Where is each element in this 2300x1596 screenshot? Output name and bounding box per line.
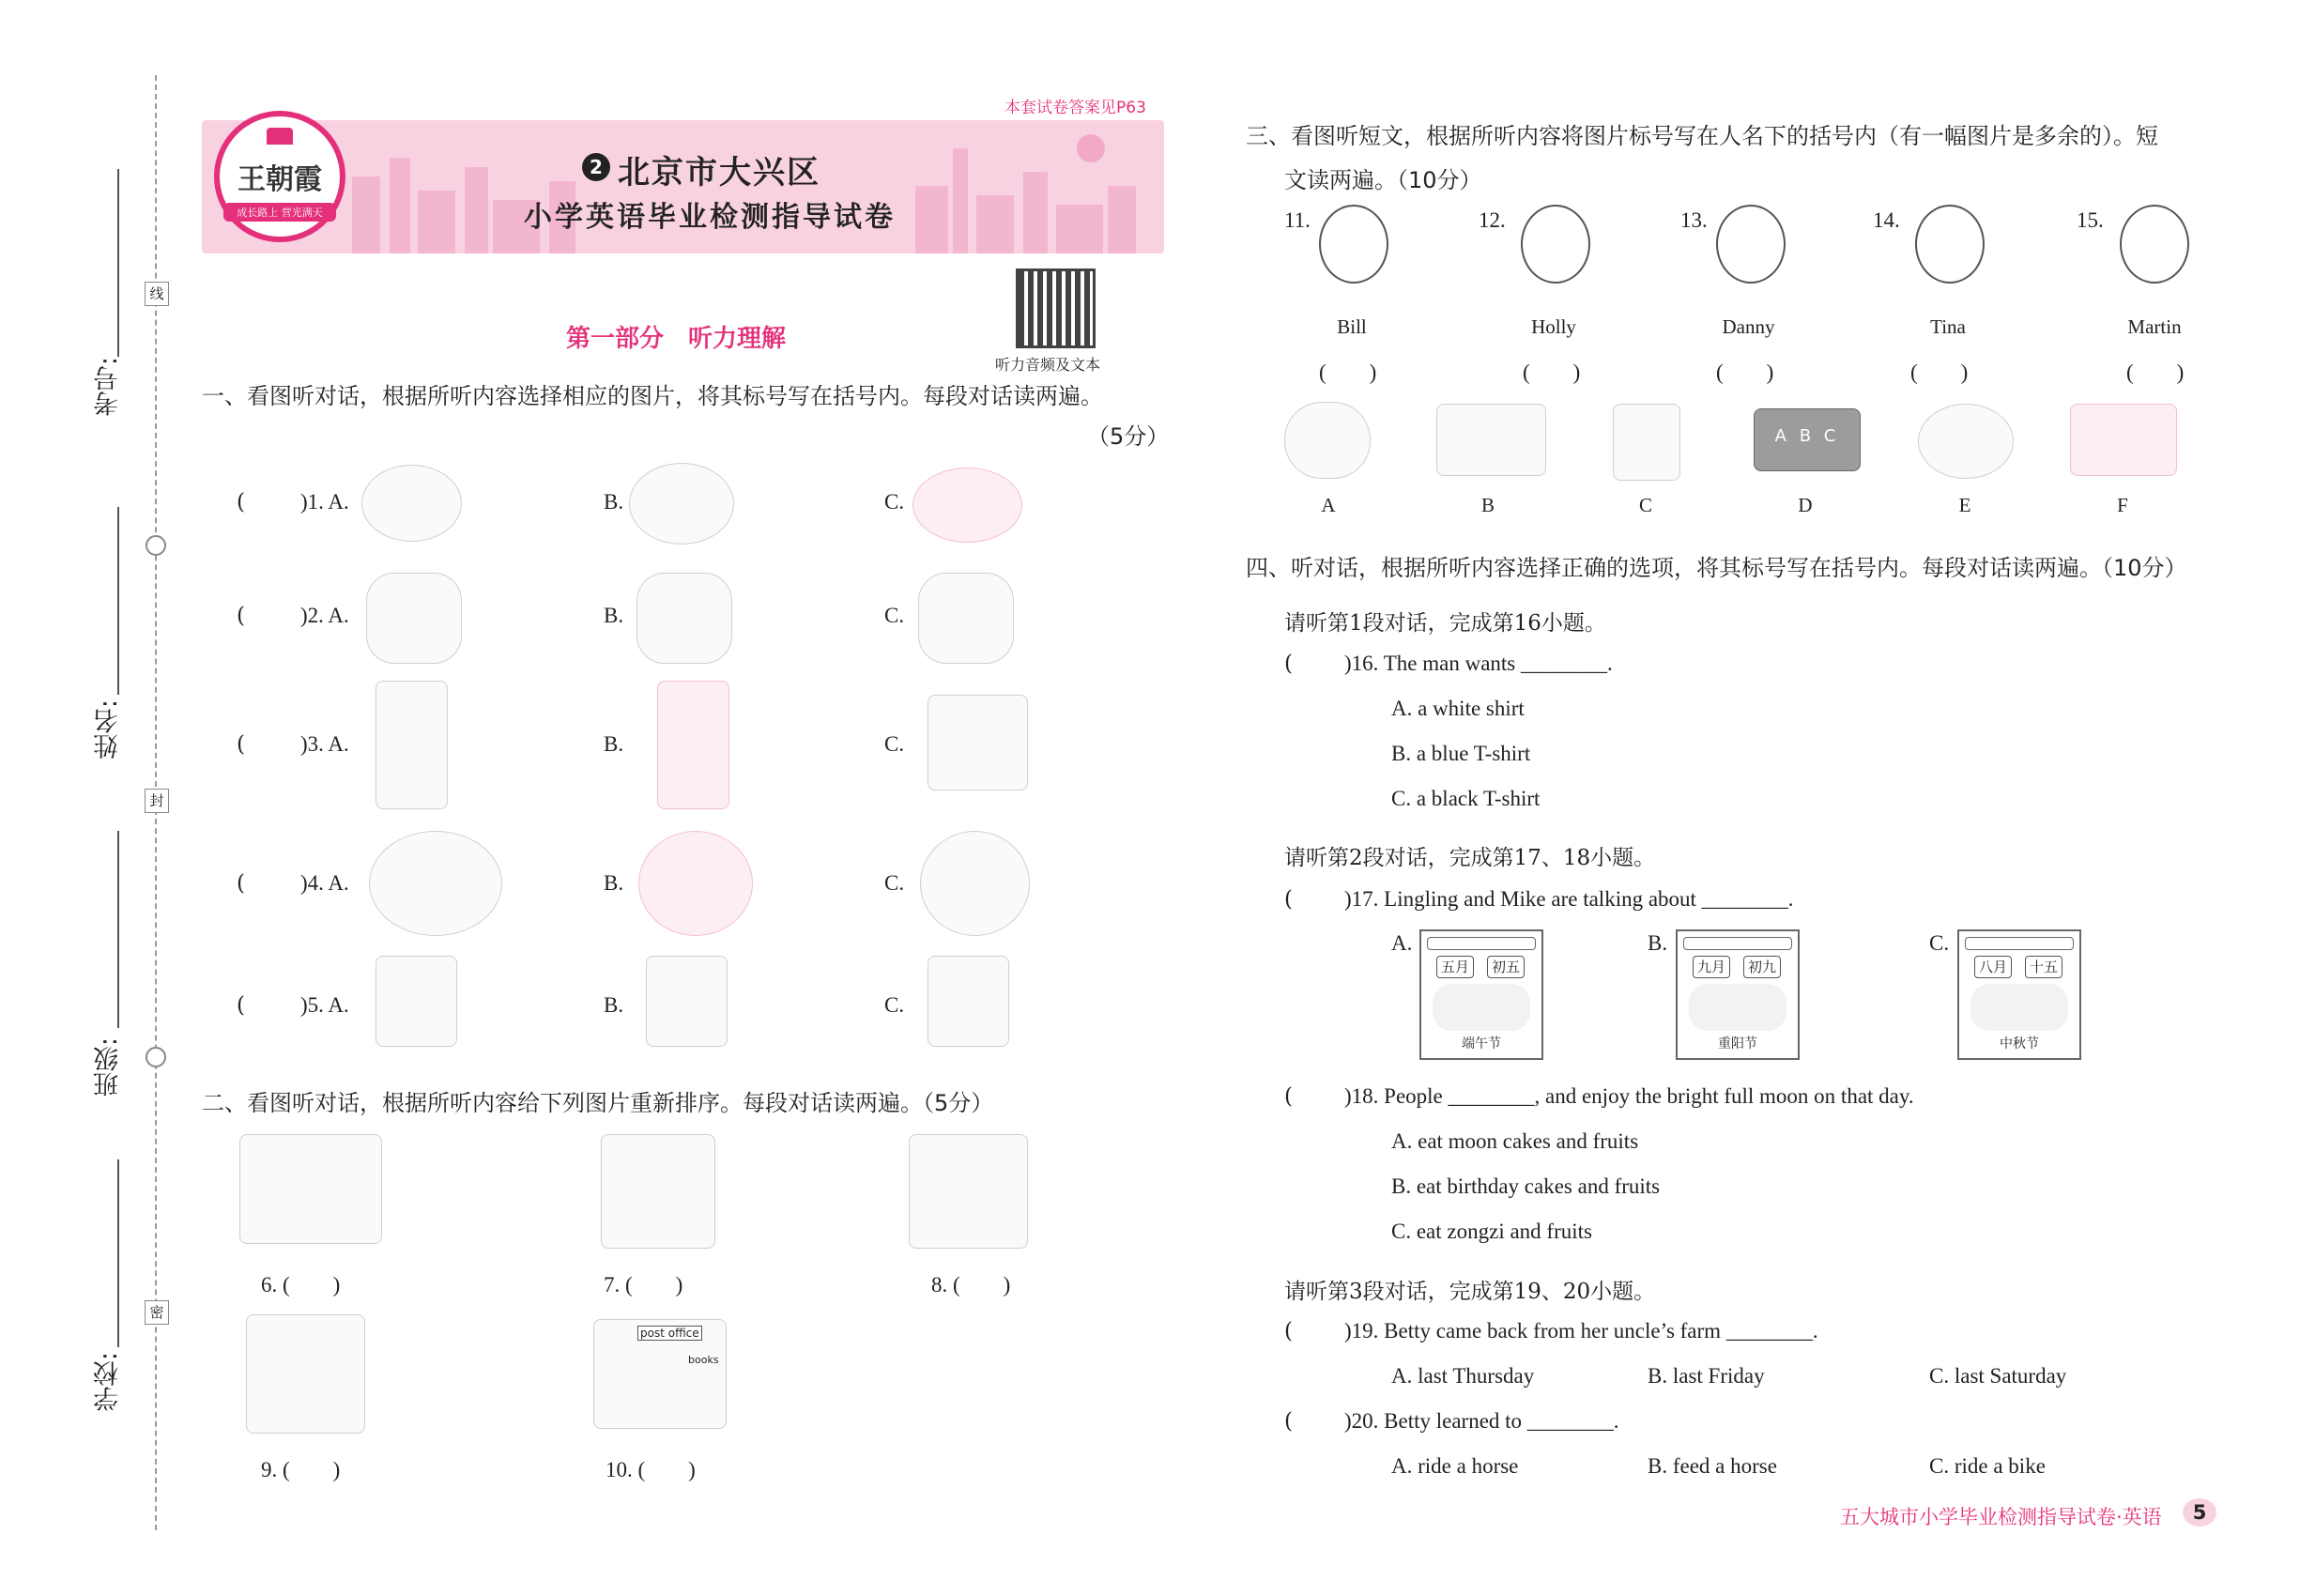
q20-option-c[interactable]: C. ride a bike bbox=[1929, 1454, 2046, 1478]
banji-label: 班级: bbox=[94, 1037, 123, 1097]
section3-instruction-line2: 文读两遍。（10分） bbox=[1284, 167, 1482, 193]
picture-label-d: D bbox=[1798, 494, 1813, 516]
q1-label-c: C. bbox=[884, 490, 905, 514]
q16-option-c[interactable]: C. a black T-shirt bbox=[1391, 787, 1541, 810]
q1-picture-b[interactable] bbox=[629, 463, 734, 545]
sun-icon bbox=[1077, 134, 1105, 162]
books-sign: books bbox=[688, 1354, 719, 1366]
test-number-badge: 2 bbox=[582, 153, 610, 181]
q19-paren[interactable]: ( bbox=[1284, 1319, 1293, 1343]
q9-answer[interactable]: 9. ( ) bbox=[261, 1458, 341, 1481]
bill-name: Bill bbox=[1337, 315, 1367, 338]
martin-face bbox=[2120, 205, 2189, 284]
q18-option-b[interactable]: B. eat birthday cakes and fruits bbox=[1391, 1174, 1661, 1198]
q3-picture-a[interactable] bbox=[376, 681, 448, 809]
holly-name: Holly bbox=[1531, 315, 1576, 338]
elderly-couple-icon bbox=[1689, 984, 1786, 1031]
calendar-dragon-boat[interactable] bbox=[1419, 929, 1543, 1060]
tina-name: Tina bbox=[1930, 315, 1966, 338]
q5-label-b: B. bbox=[604, 993, 624, 1017]
q4-label-c: C. bbox=[884, 871, 905, 895]
q3-label: )3. A. bbox=[300, 732, 349, 756]
q15-number: 15. bbox=[2077, 208, 2104, 232]
paper-subtitle: 小学英语毕业检测指导试卷 bbox=[524, 201, 896, 234]
q4-paren[interactable]: ( bbox=[237, 871, 245, 896]
q2-picture-c[interactable] bbox=[918, 573, 1014, 664]
binding-hole bbox=[146, 1047, 166, 1067]
binding-mark-feng: 封 bbox=[145, 789, 169, 813]
q5-picture-a[interactable] bbox=[376, 956, 457, 1047]
q19-option-c[interactable]: C. last Saturday bbox=[1929, 1364, 2067, 1388]
picture-b-book[interactable] bbox=[1436, 404, 1546, 476]
picture-label-e: E bbox=[1958, 494, 1971, 516]
q16-option-a[interactable]: A. a white shirt bbox=[1391, 697, 1525, 720]
district-title: 北京市大兴区 bbox=[618, 154, 820, 192]
q8-answer[interactable]: 8. ( ) bbox=[931, 1273, 1011, 1297]
q1-paren[interactable]: ( bbox=[237, 490, 245, 514]
section1-score: （5分） bbox=[1087, 423, 1170, 450]
q11-answer[interactable]: ( ) bbox=[1319, 361, 1377, 384]
picture-f-cake[interactable] bbox=[2070, 404, 2177, 476]
martin-name: Martin bbox=[2127, 315, 2182, 338]
q1-label: )1. A. bbox=[300, 490, 349, 514]
section4-instruction: 四、听对话，根据所听内容选择正确的选项，将其标号写在括号内。每段对话读两遍。（10分） bbox=[1246, 555, 2187, 581]
q3-picture-c[interactable] bbox=[928, 695, 1028, 790]
section3-instruction-line1: 三、看图听短文，根据所听内容将图片标号写在人名下的括号内（有一幅图片是多余的）。短 bbox=[1246, 123, 2158, 149]
xuexiao-label: 学校: bbox=[94, 1352, 123, 1412]
q5-label-c: C. bbox=[884, 993, 905, 1017]
q19-option-b[interactable]: B. last Friday bbox=[1648, 1364, 1765, 1388]
q19-text: )19. Betty came back from her uncle’s farm ________. bbox=[1344, 1319, 1818, 1343]
xingming-field-line[interactable] bbox=[117, 507, 119, 695]
q12-number: 12. bbox=[1479, 208, 1506, 232]
q17-text: )17. Lingling and Mike are talking about ________. bbox=[1344, 887, 1794, 911]
q18-option-c[interactable]: C. eat zongzi and fruits bbox=[1391, 1220, 1592, 1243]
q20-text: )20. Betty learned to ________. bbox=[1344, 1409, 1619, 1433]
holly-face bbox=[1521, 205, 1590, 284]
answer-note: 本套试卷答案见P63 bbox=[1004, 99, 1146, 117]
q20-option-a[interactable]: A. ride a horse bbox=[1391, 1454, 1519, 1478]
q7-picture[interactable] bbox=[601, 1134, 715, 1249]
q4-picture-a[interactable] bbox=[369, 831, 502, 936]
dialogue3-note: 请听第3段对话，完成第19、20小题。 bbox=[1284, 1280, 1656, 1304]
dragon-boat-icon bbox=[1433, 984, 1530, 1031]
picture-label-c: C bbox=[1638, 494, 1652, 516]
festival-name: 端午节 bbox=[1462, 1036, 1501, 1051]
q2-label-c: C. bbox=[884, 604, 905, 627]
calendar-double-ninth[interactable] bbox=[1676, 929, 1800, 1060]
page-number: 5 bbox=[2183, 1498, 2216, 1527]
blackboard-text: A B C bbox=[1774, 426, 1840, 446]
q2-picture-b[interactable] bbox=[636, 573, 732, 664]
q5-picture-b[interactable] bbox=[646, 956, 728, 1047]
q18-paren[interactable]: ( bbox=[1284, 1084, 1293, 1109]
q12-answer[interactable]: ( ) bbox=[1523, 361, 1581, 384]
section1-instruction: 一、看图听对话，根据所听内容选择相应的图片，将其标号写在括号内。每段对话读两遍。 bbox=[202, 383, 1103, 409]
q8-picture[interactable] bbox=[909, 1134, 1028, 1249]
dialogue2-note: 请听第2段对话，完成第17、18小题。 bbox=[1284, 846, 1656, 870]
q14-number: 14. bbox=[1873, 208, 1900, 232]
q2-label: )2. A. bbox=[300, 604, 349, 627]
q10-answer[interactable]: 10. ( ) bbox=[606, 1458, 696, 1481]
dialogue1-note: 请听第1段对话，完成第16小题。 bbox=[1284, 611, 1606, 636]
q11-number: 11. bbox=[1284, 208, 1311, 232]
q2-picture-a[interactable] bbox=[366, 573, 462, 664]
calendar-day: 十五 bbox=[2025, 956, 2062, 978]
q16-option-b[interactable]: B. a blue T-shirt bbox=[1391, 742, 1531, 765]
festival-name: 重阳节 bbox=[1718, 1036, 1757, 1051]
q17-paren[interactable]: ( bbox=[1284, 887, 1293, 912]
q5-label: )5. A. bbox=[300, 993, 349, 1017]
tina-face bbox=[1915, 205, 1985, 284]
q5-paren[interactable]: ( bbox=[237, 993, 245, 1018]
calendar-mid-autumn[interactable] bbox=[1957, 929, 2081, 1060]
binding-mark-mi: 密 bbox=[145, 1300, 169, 1325]
banji-field-line[interactable] bbox=[117, 831, 119, 1028]
picture-label-a: A bbox=[1321, 494, 1336, 516]
bill-face bbox=[1319, 205, 1388, 284]
q18-option-a[interactable]: A. eat moon cakes and fruits bbox=[1391, 1129, 1639, 1153]
q16-paren[interactable]: ( bbox=[1284, 652, 1293, 676]
q3-label-b: B. bbox=[604, 732, 624, 756]
footer-text: 五大城市小学毕业检测指导试卷·英语 bbox=[1840, 1506, 2162, 1528]
q5-picture-c[interactable] bbox=[928, 956, 1009, 1047]
q17-option-c-label[interactable]: C. bbox=[1929, 931, 1950, 955]
moon-cake-icon bbox=[1970, 984, 2068, 1031]
q18-text: )18. People ________, and enjoy the bright full moon on that day. bbox=[1344, 1084, 1914, 1108]
calendar-month: 八月 bbox=[1974, 956, 2012, 978]
q2-label-b: B. bbox=[604, 604, 624, 627]
q14-answer[interactable]: ( ) bbox=[1910, 361, 1969, 384]
part1-title: 第一部分 听力理解 bbox=[566, 325, 787, 353]
q6-answer[interactable]: 6. ( ) bbox=[261, 1273, 341, 1297]
q4-picture-c[interactable] bbox=[920, 831, 1030, 936]
q3-label-c: C. bbox=[884, 732, 905, 756]
festival-name: 中秋节 bbox=[2000, 1036, 2039, 1051]
q17-option-a-label[interactable]: A. bbox=[1391, 931, 1413, 955]
q3-paren[interactable]: ( bbox=[237, 732, 245, 757]
q15-answer[interactable]: ( ) bbox=[2126, 361, 2185, 384]
q3-picture-b[interactable] bbox=[657, 681, 729, 809]
post-office-sign: post office bbox=[637, 1326, 702, 1341]
kaohao-field-line[interactable] bbox=[117, 169, 119, 357]
qr-caption: 听力音频及文本 bbox=[995, 356, 1101, 374]
q20-paren[interactable]: ( bbox=[1284, 1409, 1293, 1434]
q1-picture-c[interactable] bbox=[912, 468, 1022, 543]
q20-option-b[interactable]: B. feed a horse bbox=[1648, 1454, 1777, 1478]
picture-d-blackboard[interactable] bbox=[1754, 408, 1861, 471]
picture-label-f: F bbox=[2117, 494, 2128, 516]
binding-hole bbox=[146, 535, 166, 556]
danny-name: Danny bbox=[1722, 315, 1775, 338]
calendar-month: 五月 bbox=[1436, 956, 1474, 978]
picture-label-b: B bbox=[1480, 494, 1495, 516]
q1-picture-a[interactable] bbox=[361, 465, 462, 542]
q4-label: )4. A. bbox=[300, 871, 349, 895]
xuexiao-field-line[interactable] bbox=[117, 1159, 119, 1347]
xingming-label: 姓名: bbox=[94, 699, 123, 760]
kaohao-label: 考号: bbox=[94, 357, 123, 417]
binding-mark-xian: 线 bbox=[145, 282, 169, 306]
q16-text: )16. The man wants ________. bbox=[1344, 652, 1613, 675]
crown-icon bbox=[267, 128, 293, 145]
q13-number: 13. bbox=[1680, 208, 1708, 232]
q2-paren[interactable]: ( bbox=[237, 604, 245, 628]
brand-logo bbox=[214, 111, 345, 242]
picture-a-stethoscope[interactable] bbox=[1284, 402, 1371, 479]
q4-picture-b[interactable] bbox=[638, 831, 753, 936]
q13-answer[interactable]: ( ) bbox=[1716, 361, 1774, 384]
calendar-month: 九月 bbox=[1693, 956, 1730, 978]
section2-instruction: 二、看图听对话，根据所听内容给下列图片重新排序。每段对话读两遍。（5分） bbox=[202, 1090, 994, 1116]
picture-e-palette[interactable] bbox=[1918, 404, 2014, 479]
q4-label-b: B. bbox=[604, 871, 624, 895]
logo-slogan: 成长路上 营光满天 bbox=[223, 203, 336, 222]
q1-label-b: B. bbox=[604, 490, 624, 514]
picture-c-basketball[interactable] bbox=[1613, 404, 1680, 481]
q19-option-a[interactable]: A. last Thursday bbox=[1391, 1364, 1535, 1388]
calendar-day: 初五 bbox=[1487, 956, 1525, 978]
qr-code[interactable] bbox=[1016, 269, 1096, 348]
danny-face bbox=[1716, 205, 1786, 284]
q7-answer[interactable]: 7. ( ) bbox=[604, 1273, 683, 1297]
logo-text: 王朝霞 bbox=[238, 163, 322, 196]
q9-picture[interactable] bbox=[246, 1314, 365, 1434]
q10-picture[interactable] bbox=[593, 1319, 727, 1429]
calendar-day: 初九 bbox=[1743, 956, 1781, 978]
q17-option-b-label[interactable]: B. bbox=[1648, 931, 1668, 955]
q6-picture[interactable] bbox=[239, 1134, 382, 1244]
